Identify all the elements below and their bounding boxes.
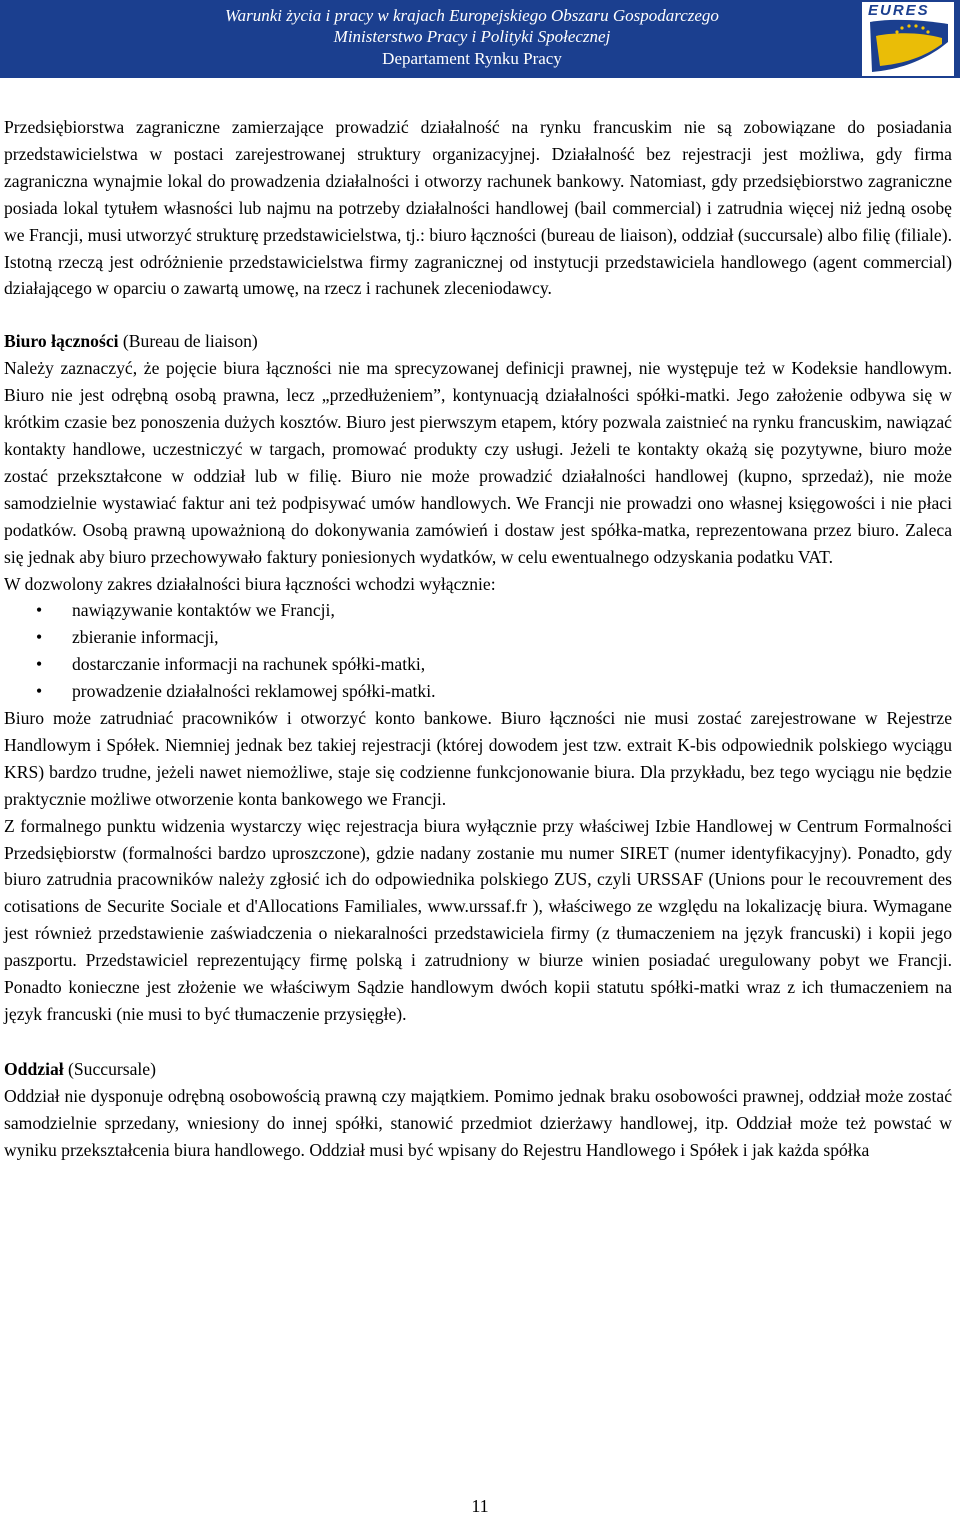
list-item-text: prowadzenie działalności reklamowej spółki-matki. [72, 681, 436, 702]
document-body [4, 114, 952, 1164]
bullet-icon: • [36, 600, 43, 621]
biuro-paragraph-1: Należy zaznaczyć, że pojęcie biura łączności nie ma sprecyzowanej definicji prawnej, nie występuje też w Kodeksie handlowym. Biuro nie jest odrębną osobą prawna, lecz „przedłużeniem”, kontynuacją działalności spółki-matki. Jego założenie odbywa się w krótkim czasie bez ponoszenia dużych kosztów. Biuro jest pierwszym etapem, który pozwala zaistnieć na rynku francuskim, nawiązać kontakty handlowe, uczestniczyć w targach, promować produkty czy usługi. Jeżeli te kontakty okażą się pozytywne, biuro może zostać przekształcone w oddział lub w filię. Biuro nie może prowadzić działalności handlowej (kupno, sprzedaż), nie może samodzielnie wystawiać faktur ani też podpisywać umów handlowych. We Francji nie prowadzi ono własnej księgowości i nie płaci podatków. Osobą prawną upoważnioną do dokonywania zamówień i dostaw jest spółka-matka, reprezentowana przez biuro. Zaleca się jednak aby biuro przechowywało faktury poniesionych wydatków, w celu ewentualnego odzyskania podatku VAT. [4, 358, 952, 567]
biuro-paragraph-3: Z formalnego punktu widzenia wystarczy więc rejestracja biura wyłącznie przy właściwej Izbie Handlowej w Centrum Formalności Przedsiębiorstw (formalności bardzo uproszczone), gdzie nadany zostanie mu numer SIRET (numer identyfikacyjny). Ponadto, gdy biuro zatrudnia pracowników należy zgłosić ich do odpowiednika polskiego ZUS, czyli URSSAF (Unions pour le recouvrement des cotisations de Securite Sociale et d'Allocations Familiales, www.urssaf.fr ), właściwego ze względu na lokalizację biura. Wymagane jest również przedstawienie zaświadczenia o niekaralności przedstawiciela firmy (z tłumaczeniem na język francuski) i kopii jego paszportu. Przedstawiciel reprezentujący firmę polską i zatrudniony w biurze winien posiadać uregulowany pobyt we Francji. Ponadto konieczne jest złożenie we właściwym Sądzie handlowym dwóch kopii statutu spółki-matki wraz z ich tłumaczeniem na język francuski (nie musi to być tłumaczenie przysięgłe). [4, 815, 952, 1024]
list-item [4, 597, 952, 624]
eures-logo-text: EURES [868, 2, 930, 19]
list-item [4, 651, 952, 678]
header-text [186, 6, 758, 71]
header-line-ministry: Ministerstwo Pracy i Polityki Społecznej [333, 27, 611, 46]
document-header [0, 0, 960, 78]
intro-paragraph: Przedsiębiorstwa zagraniczne zamierzające prowadzić działalność na rynku francuskim nie są zobowiązane do posiadania przedstawicielstwa w postaci zarejestrowanej struktury organizacyjnej. Działalność bez rejestracji jest możliwa, gdy firma zagraniczna wynajmie lokal do prowadzenia działalności i otworzy rachunek bankowy. Natomiast, gdy przedsiębiorstwo zagraniczne posiada lokal tytułem własności lub najmu na potrzeby działalności handlowej (bail commercial) i zatrudnia więcej niż jedną osobę we Francji, musi utworzyć strukturę przedstawicielstwa, tj.: biuro łączności (bureau de liaison), oddział (succursale) albo filię (filiale). Istotną rzeczą jest odróżnienie przedstawicielstwa firmy zagranicznej od instytucji przedstawiciela handlowego (agent commercial) działającego w oparciu o zawartą umowę, na rzecz i rachunek zleceniodawcy. [4, 117, 952, 299]
spacer [4, 302, 952, 328]
spacer [4, 1028, 952, 1056]
biuro-paragraph-2: Biuro może zatrudniać pracowników i otworzyć konto bankowe. Biuro łączności nie musi zostać zarejestrowane w Rejestrze Handlowym i Spółek. Niemniej jednak bez takiej rejestracji (której dowodem jest tzw. extrait K-bis odpowiednik polskiego wyciągu KRS) bardzo trudne, jeżeli nawet niemożliwe, staje się codzienne funkcjonowanie biura. Dla przykładu, bez tego wyciągu nie będzie praktycznie możliwe otworzenie konta bankowego we Francji. [4, 708, 952, 809]
bullet-icon: • [36, 627, 43, 648]
oddzial-paragraph-1: Oddział nie dysponuje odrębną osobowością prawną czy majątkiem. Pomimo jednak braku osobowości prawnej, oddział może zostać samodzielnie sprzedany, wniesiony do innej spółki, stanowić przedmiot dzierżawy handlowej, itp. Oddział może też powstać w wyniku przekształcenia biura handlowego. Oddział musi być wpisany do Rejestru Handlowego i Spółek i jak każda spółka [4, 1085, 952, 1160]
section-heading-biuro [4, 328, 952, 355]
list-item-text: zbieranie informacji, [72, 627, 219, 648]
header-line-title: Warunki życia i pracy w krajach Europejskiego Obszaru Gospodarczego [225, 6, 719, 25]
list-item-text: dostarczanie informacji na rachunek spółki-matki, [72, 654, 426, 675]
bullet-icon: • [36, 681, 43, 702]
section-heading-bold: Oddział [4, 1058, 64, 1079]
section-heading-oddzial [4, 1056, 952, 1083]
list-item [4, 624, 952, 651]
biuro-list-intro: W dozwolony zakres działalności biura łączności wchodzi wyłącznie: [4, 573, 496, 594]
section-heading-rest: (Bureau de liaison) [118, 331, 258, 352]
list-item-text: nawiązywanie kontaktów we Francji, [72, 600, 335, 621]
bullet-icon: • [36, 654, 43, 675]
eures-logo [862, 2, 954, 76]
section-heading-rest: (Succursale) [63, 1058, 156, 1079]
biuro-bullet-list [4, 597, 952, 705]
header-line-department: Departament Rynku Pracy [382, 49, 562, 68]
section-heading-bold: Biuro łączności [4, 331, 119, 352]
page-number: 11 [471, 1496, 489, 1516]
list-item [4, 678, 952, 705]
